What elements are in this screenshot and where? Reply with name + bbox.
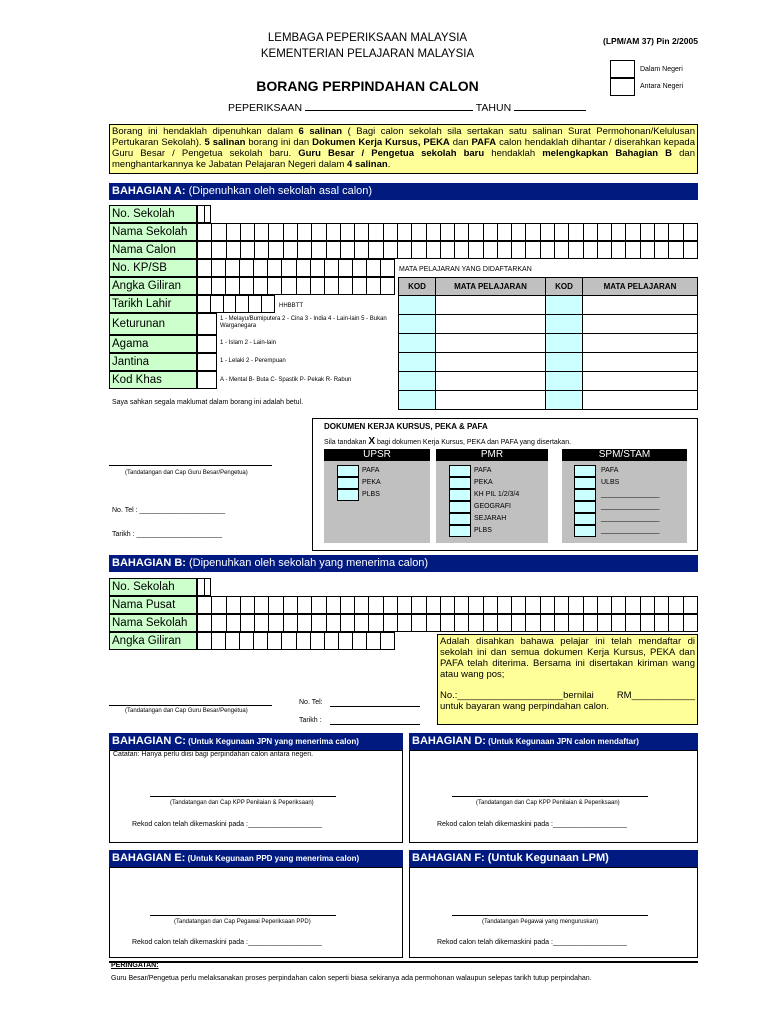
year-field[interactable] [514, 101, 586, 111]
documents-instruction [324, 436, 571, 447]
hint-gender: 1 - Lelaki 2 - Perempuan [220, 358, 286, 364]
signature-line-c[interactable] [150, 796, 336, 797]
checkbox-antara-negeri[interactable] [610, 78, 635, 96]
instr-bold: 4 salinan [347, 159, 388, 170]
instr-bold: melengkapkan Bahagian B [542, 148, 673, 159]
input-angka-giliran-a[interactable] [197, 277, 395, 295]
signature-caption-f: (Tandatangan Pegawai yang menguruskan) [482, 919, 599, 925]
subjects-table [398, 277, 698, 410]
section-b-subtitle: (Dipenuhkan oleh sekolah yang menerima calon) [185, 557, 429, 569]
label-agama: Agama [109, 335, 197, 353]
instr-text: . [387, 159, 391, 170]
instr-text: calon hendaklah dihantar / diserahkan kepada Guru Besar / Pengetua sekolah baru. [112, 137, 695, 159]
record-d[interactable]: Rekod calon telah dikemaskini pada :___________________ [437, 821, 627, 828]
subject-code-cell[interactable] [546, 372, 583, 391]
signature-caption-b: (Tandatangan dan Cap Guru Besar/Pengetua) [125, 708, 248, 714]
signature-caption-e: (Tandatangan dan Cap Pegawai Peperiksaan PPD) [174, 919, 311, 925]
checkbox-pmr-khpil[interactable] [449, 489, 471, 501]
note-payment: No.:____________________bernilai RM____________ untuk bayaran wang perpindahan calon. [440, 690, 695, 712]
section-b-title: BAHAGIAN B: [112, 557, 186, 569]
subject-code-cell[interactable] [546, 353, 583, 372]
input-no-sekolah-b[interactable] [197, 578, 211, 596]
section-c-note: Catatan: Hanya perlu diisi bagi perpindahan calon antara negeri. [113, 751, 314, 758]
doc-instr-text: bagi dokumen Kerja Kursus, PEKA dan PAFA yang disertakan. [375, 439, 572, 446]
input-nama-calon[interactable] [197, 241, 698, 259]
instr-bold: 6 salinan [298, 126, 343, 137]
spm-item[interactable]: _______________ [601, 491, 660, 498]
subject-name-cell[interactable] [436, 315, 546, 334]
input-tarikh-lahir[interactable] [197, 295, 275, 313]
tel-b-field[interactable] [330, 698, 420, 707]
tel-b-label: No. Tel: [299, 699, 323, 706]
year-label: TAHUN [475, 102, 512, 114]
hint-dob: HHBBTT [279, 303, 303, 309]
warning-text: Guru Besar/Pengetua perlu melaksanakan proses perpindahan calon seperti biasa sekiranya ada permohonan walaupun selepas tarikh tutup perpindahan. [111, 975, 592, 982]
subject-code-cell[interactable] [399, 353, 436, 372]
instr-bold: Guru Besar / Pengetua sekolah baru [298, 148, 485, 159]
col-kod: KOD [546, 278, 583, 296]
section-b-note [437, 634, 698, 725]
subject-name-cell[interactable] [583, 315, 698, 334]
table-row [399, 315, 698, 334]
checkbox-upsr-peka[interactable] [337, 477, 359, 489]
hint-religion: 1 - Islam 2 - Lain-lain [220, 340, 277, 346]
section-c-title: BAHAGIAN C: [112, 735, 186, 747]
subject-name-cell[interactable] [436, 372, 546, 391]
instr-text: dan menghantarkannya ke Jabatan Pelajaran Negeri dalam [112, 148, 695, 170]
doc-instr-x: X [368, 436, 376, 447]
section-e-box [109, 867, 403, 958]
col-mata-pelajaran: MATA PELAJARAN [436, 278, 546, 296]
instr-text: Borang ini hendaklah dipenuhkan dalam [112, 126, 299, 137]
checkbox-spm-pafa[interactable] [574, 465, 596, 477]
table-row [399, 372, 698, 391]
input-no-kp[interactable] [197, 259, 395, 277]
spm-header: SPM/STAM [562, 449, 687, 461]
subject-name-cell[interactable] [436, 353, 546, 372]
subject-name-cell[interactable] [436, 296, 546, 315]
spm-item: PAFA [601, 467, 619, 474]
label-nama-calon: Nama Calon [109, 241, 197, 259]
input-angka-giliran-b[interactable] [197, 632, 395, 650]
instr-text: borang ini dan [245, 137, 313, 148]
org-line2: KEMENTERIAN PELAJARAN MALAYSIA [260, 48, 475, 60]
instr-bold: Dokumen Kerja Kursus, PEKA [312, 137, 450, 148]
warning-title: PERINGATAN: [111, 962, 159, 969]
subject-name-cell[interactable] [583, 372, 698, 391]
subjects-title: MATA PELAJARAN YANG DIDAFTARKAN [399, 266, 532, 273]
input-no-sekolah-a[interactable] [197, 205, 211, 223]
table-row [399, 391, 698, 410]
label-kod-khas: Kod Khas [109, 371, 197, 389]
label-nama-sekolah-a: Nama Sekolah [109, 223, 197, 241]
section-e-title: BAHAGIAN E: [112, 852, 186, 864]
note-confirm: Adalah disahkan bahawa pelajar ini telah mendaftar di sekolah ini dan semua dokumen Kerja Kursus, PEKA dan PAFA telah diterima. Bersama ini disertakan kiriman wang atau wang pos; [440, 636, 695, 680]
input-jantina[interactable] [197, 353, 217, 371]
section-c-box [109, 750, 403, 843]
instr-bold: PAFA [471, 137, 497, 148]
label-angka-giliran-b: Angka Giliran [109, 632, 197, 650]
spm-item: ULBS [601, 479, 620, 486]
subject-name-cell[interactable] [436, 334, 546, 353]
date-a[interactable]: Tarikh : ______________________ [112, 531, 223, 538]
label-no-sekolah-b: No. Sekolah [109, 578, 197, 596]
label-tarikh-lahir: Tarikh Lahir [109, 295, 197, 313]
signature-line-e[interactable] [150, 915, 336, 916]
section-e-subtitle: (Untuk Kegunaan PPD yang menerima calon) [185, 854, 360, 863]
upsr-item: PAFA [362, 467, 380, 474]
label-no-kp: No. KP/SB [109, 259, 197, 277]
subject-name-cell[interactable] [436, 391, 546, 410]
spm-item[interactable]: _______________ [601, 503, 660, 510]
documents-box [312, 418, 698, 551]
checkbox-spm-other[interactable] [574, 489, 596, 501]
instr-bold: 5 salinan [204, 137, 246, 148]
table-row [399, 296, 698, 315]
signature-line-a[interactable] [109, 465, 272, 466]
instr-text: ( Bagi calon sekolah sila sertakan satu salinan Surat Permohonan/Kelulusan Pertukaran Sekolah). [112, 126, 695, 148]
section-b-header [109, 555, 698, 572]
input-nama-pusat[interactable] [197, 596, 698, 614]
upsr-item: PEKA [362, 479, 381, 486]
signature-caption-d: (Tandatangan dan Cap KPP Penilaian & Peperiksaan) [476, 800, 620, 806]
input-nama-sekolah-b[interactable] [197, 614, 698, 632]
pmr-header: PMR [436, 449, 548, 461]
exam-line [228, 101, 586, 114]
section-d-subtitle: (Untuk Kegunaan JPN calon mendaftar) [485, 737, 639, 746]
checkbox-pmr-plbs[interactable] [449, 525, 471, 537]
checkbox-pmr-geografi[interactable] [449, 501, 471, 513]
record-c[interactable]: Rekod calon telah dikemaskini pada :___________________ [132, 821, 322, 828]
subject-code-cell[interactable] [546, 315, 583, 334]
pmr-item: SEJARAH [474, 515, 507, 522]
pmr-item: KH PIL 1/2/3/4 [474, 491, 520, 498]
section-a-header [109, 183, 698, 200]
record-e[interactable]: Rekod calon telah dikemaskini pada :___________________ [132, 939, 322, 946]
subject-code-cell[interactable] [546, 391, 583, 410]
label-nama-sekolah-b: Nama Sekolah [109, 614, 197, 632]
pmr-item: GEOGRAFI [474, 503, 511, 510]
checkbox-pmr-sejarah[interactable] [449, 513, 471, 525]
col-mata-pelajaran: MATA PELAJARAN [583, 278, 698, 296]
instructions-box [109, 124, 698, 174]
form-code: (LPM/AM 37) Pin 2/2005 [603, 36, 698, 46]
input-kod-khas[interactable] [197, 371, 217, 389]
subject-code-cell[interactable] [546, 334, 583, 353]
section-f-header [409, 850, 698, 867]
input-nama-sekolah-a[interactable] [197, 223, 698, 241]
label-keturunan: Keturunan [109, 313, 197, 335]
section-e-header [109, 850, 403, 867]
signature-caption-c: (Tandatangan dan Cap KPP Penilaian & Peperiksaan) [170, 800, 314, 806]
section-a-subtitle: (Dipenuhkan oleh sekolah asal calon) [185, 185, 373, 197]
date-b-field[interactable] [330, 716, 420, 725]
col-kod: KOD [399, 278, 436, 296]
hint-special: A - Mental B- Buta C- Spastik P- Pekak R- Rabun [220, 377, 352, 383]
label-antara-negeri: Antara Negeri [640, 83, 684, 90]
pmr-item: PEKA [474, 479, 493, 486]
signature-line-d[interactable] [452, 796, 648, 797]
checkbox-pmr-peka[interactable] [449, 477, 471, 489]
hint-race: 1 - Melayu/Bumiputera 2 - Cina 3 - India 4 - Lain-lain 5 - Bukan Warganegara [220, 316, 387, 329]
subject-code-cell[interactable] [399, 372, 436, 391]
instr-text: dan [449, 137, 472, 148]
subject-name-cell[interactable] [583, 391, 698, 410]
pmr-item: PLBS [474, 527, 492, 534]
label-angka-giliran-a: Angka Giliran [109, 277, 197, 295]
upsr-item: PLBS [362, 491, 380, 498]
confirm-text: Saya sahkan segala maklumat dalam borang ini adalah betul. [112, 399, 304, 406]
label-nama-pusat: Nama Pusat [109, 596, 197, 614]
exam-field[interactable] [305, 101, 473, 111]
label-dalam-negeri: Dalam Negeri [640, 66, 683, 73]
subject-code-cell[interactable] [399, 296, 436, 315]
checkbox-pmr-pafa[interactable] [449, 465, 471, 477]
checkbox-spm-other[interactable] [574, 513, 596, 525]
spm-item[interactable]: _______________ [601, 515, 660, 522]
section-d-header [409, 733, 698, 750]
doc-instr-text: Sila tandakan [324, 439, 369, 446]
signature-line-b[interactable] [109, 705, 272, 706]
subject-name-cell[interactable] [583, 296, 698, 315]
pmr-item: PAFA [474, 467, 492, 474]
signature-line-f[interactable] [452, 915, 648, 916]
upsr-header: UPSR [324, 449, 430, 461]
table-row [399, 334, 698, 353]
subject-code-cell[interactable] [399, 315, 436, 334]
section-a-title: BAHAGIAN A: [112, 185, 186, 197]
tel-a[interactable]: No. Tel : ______________________ [112, 507, 226, 514]
subject-name-cell[interactable] [583, 334, 698, 353]
section-d-title: BAHAGIAN D: [412, 735, 486, 747]
subject-code-cell[interactable] [399, 391, 436, 410]
table-row [399, 353, 698, 372]
section-c-header [109, 733, 403, 750]
header-org [220, 30, 515, 62]
documents-title: DOKUMEN KERJA KURSUS, PEKA & PAFA [324, 422, 488, 431]
input-keturunan[interactable] [197, 313, 217, 335]
subject-code-cell[interactable] [546, 296, 583, 315]
section-d-box [409, 750, 698, 843]
warning-divider [109, 961, 698, 963]
checkbox-spm-other[interactable] [574, 525, 596, 537]
checkbox-upsr-plbs[interactable] [337, 489, 359, 501]
instr-text: hendaklah [484, 148, 543, 159]
spm-item[interactable]: _______________ [601, 527, 660, 534]
checkbox-spm-other[interactable] [574, 501, 596, 513]
subject-name-cell[interactable] [583, 353, 698, 372]
record-f[interactable]: Rekod calon telah dikemaskini pada :___________________ [437, 939, 627, 946]
form-title: BORANG PERPINDAHAN CALON [256, 78, 479, 94]
checkbox-upsr-pafa[interactable] [337, 465, 359, 477]
input-agama[interactable] [197, 335, 217, 353]
section-f-title: BAHAGIAN F: (Untuk Kegunaan LPM) [412, 852, 609, 864]
checkbox-spm-ulbs[interactable] [574, 477, 596, 489]
subject-code-cell[interactable] [399, 334, 436, 353]
checkbox-dalam-negeri[interactable] [610, 60, 635, 78]
section-c-subtitle: (Untuk Kegunaan JPN yang menerima calon) [185, 737, 359, 746]
signature-caption-a: (Tandatangan dan Cap Guru Besar/Pengetua) [125, 470, 248, 476]
section-f-box [409, 867, 698, 958]
exam-label: PEPERIKSAAN [228, 102, 303, 114]
label-jantina: Jantina [109, 353, 197, 371]
org-line1: LEMBAGA PEPERIKSAAN MALAYSIA [267, 32, 468, 44]
date-b-label: Tarikh : [299, 717, 322, 724]
label-no-sekolah-a: No. Sekolah [109, 205, 197, 223]
